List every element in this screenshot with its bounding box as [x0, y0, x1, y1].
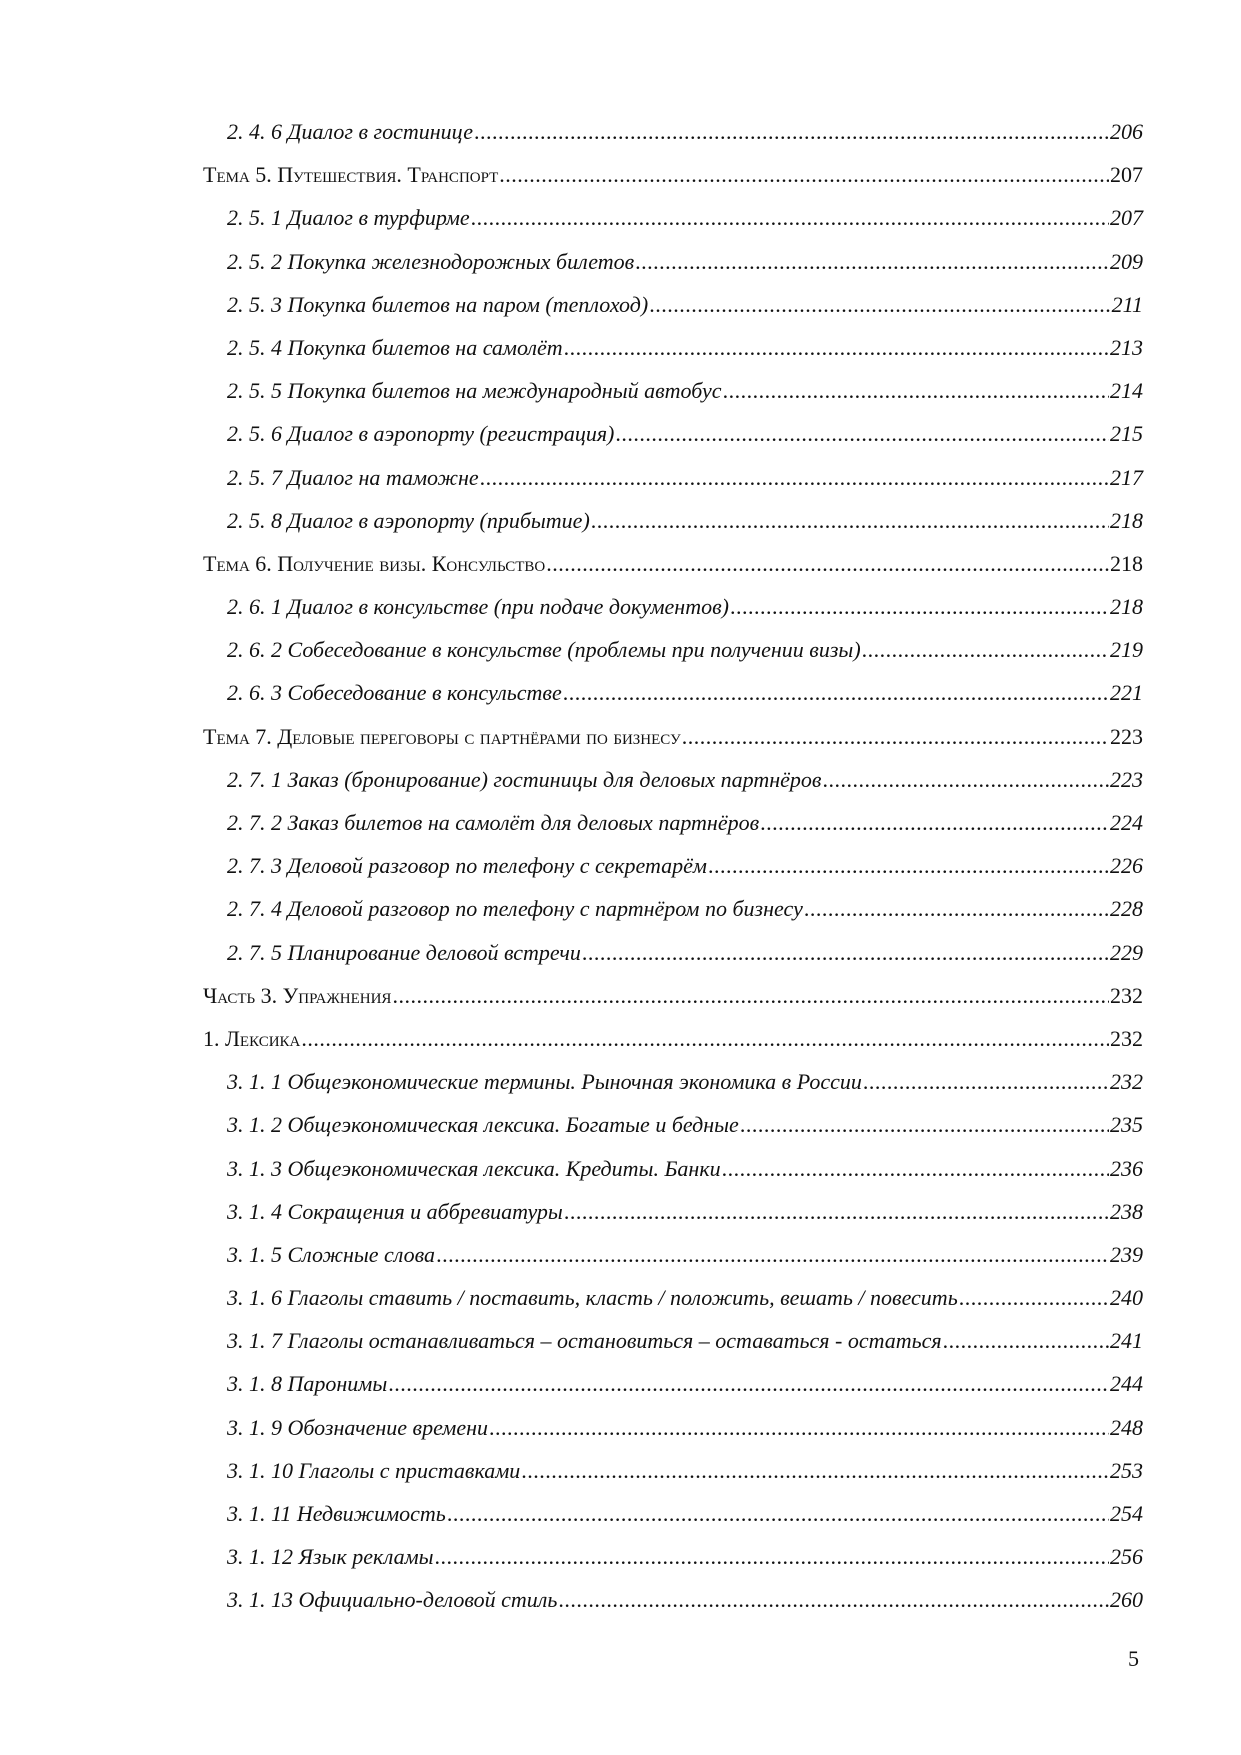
dot-leader: [804, 887, 1109, 930]
toc-entry[interactable]: [203, 585, 1143, 628]
toc-entry-title: 2. 7. 4 Деловой разговор по телефону с партнёром по бизнесу: [227, 896, 803, 922]
dot-leader: [862, 628, 1109, 671]
toc-entry-page: 218: [1110, 550, 1143, 576]
dot-leader: [474, 110, 1109, 153]
toc-entry-title: 3. 1. 6 Глаголы ставить / поставить, класть / положить, вешать / повесить: [227, 1285, 958, 1311]
toc-entry[interactable]: [203, 1233, 1143, 1276]
toc-entry-title: 2. 6. 2 Собеседование в консульстве (проблемы при получении визы): [227, 637, 861, 663]
dot-leader: [436, 1233, 1109, 1276]
toc-entry-page: 207: [1110, 205, 1143, 231]
toc-entry-page: 209: [1110, 248, 1143, 274]
dot-leader: [388, 1362, 1109, 1405]
toc-entry[interactable]: [203, 758, 1143, 801]
toc-entry-title: 2. 7. 5 Планирование деловой встречи: [227, 939, 581, 965]
dot-leader: [447, 1492, 1109, 1535]
toc-entry-page: 239: [1110, 1241, 1143, 1267]
dot-leader: [760, 801, 1109, 844]
toc-entry[interactable]: [203, 499, 1143, 542]
toc-entry-title: Тема 7. Деловые переговоры с партнёрами по бизнесу: [203, 723, 681, 749]
toc-entry-page: 248: [1110, 1414, 1143, 1440]
toc-entry-page: 229: [1110, 939, 1143, 965]
toc-entry[interactable]: [203, 1535, 1143, 1578]
dot-leader: [959, 1276, 1109, 1319]
toc-entry[interactable]: [203, 110, 1143, 153]
dot-leader: [564, 1190, 1109, 1233]
toc-entry-title: 2. 5. 1 Диалог в турфирме: [227, 205, 470, 231]
toc-entry-page: 217: [1110, 464, 1143, 490]
toc-entry[interactable]: [203, 887, 1143, 930]
toc-entry-title: 1. Лексика: [203, 1025, 301, 1051]
toc-entry-title: 2. 5. 6 Диалог в аэропорту (регистрация): [227, 421, 615, 447]
toc-entry[interactable]: [203, 1406, 1143, 1449]
toc-entry-page: 232: [1110, 982, 1143, 1008]
toc-entry-title: 3. 1. 12 Язык рекламы: [227, 1544, 434, 1570]
toc-entry-page: 260: [1110, 1587, 1143, 1613]
toc-entry[interactable]: [203, 240, 1143, 283]
toc-entry-title: 2. 6. 1 Диалог в консульстве (при подаче документов): [227, 594, 729, 620]
dot-leader: [682, 715, 1109, 758]
toc-entry-title: 2. 4. 6 Диалог в гостинице: [227, 119, 473, 144]
toc-entry[interactable]: [203, 671, 1143, 714]
toc-entry[interactable]: [203, 412, 1143, 455]
toc-entry[interactable]: [203, 1276, 1143, 1319]
toc-entry-title: 3. 1. 13 Официально-деловой стиль: [227, 1587, 558, 1613]
toc-entry-title: 3. 1. 7 Глаголы останавливаться – остановиться – оставаться - остаться: [227, 1328, 942, 1354]
dot-leader: [649, 283, 1110, 326]
dot-leader: [301, 1017, 1109, 1060]
toc-entry[interactable]: [203, 369, 1143, 412]
toc-entry-title: 2. 5. 4 Покупка билетов на самолёт: [227, 334, 563, 360]
toc-entry-page: 206: [1110, 119, 1143, 144]
toc-entry[interactable]: [203, 1017, 1143, 1060]
toc-entry-title: 2. 5. 5 Покупка билетов на международный автобус: [227, 378, 722, 404]
toc-entry-title: 2. 7. 2 Заказ билетов на самолёт для деловых партнёров: [227, 810, 760, 835]
toc-entry-page: 215: [1110, 421, 1143, 447]
toc-entry[interactable]: [203, 628, 1143, 671]
toc-entry-title: Тема 5. Путешествия. Транспорт: [203, 162, 499, 188]
toc-entry-title: 3. 1. 5 Сложные слова: [227, 1241, 436, 1267]
toc-entry-page: 235: [1110, 1112, 1143, 1138]
toc-entry-page: 240: [1110, 1285, 1143, 1311]
dot-leader: [489, 1406, 1109, 1449]
dot-leader: [392, 974, 1109, 1017]
toc-entry-page: 228: [1110, 896, 1143, 922]
toc-entry[interactable]: [203, 283, 1143, 326]
toc-entry-title: Часть 3. Упражнения: [203, 982, 392, 1008]
toc-entry-title: 3. 1. 4 Сокращения и аббревиатуры: [227, 1198, 563, 1224]
toc-entry-title: 2. 6. 3 Собеседование в консульстве: [227, 680, 562, 706]
toc-entry[interactable]: [203, 715, 1143, 758]
dot-leader: [822, 758, 1109, 801]
toc-entry[interactable]: [203, 542, 1143, 585]
toc-entry[interactable]: [203, 1319, 1143, 1362]
dot-leader: [471, 196, 1109, 239]
toc-entry[interactable]: [203, 1060, 1143, 1103]
dot-leader: [435, 1535, 1109, 1578]
toc-entry[interactable]: [203, 326, 1143, 369]
toc-entry[interactable]: [203, 1103, 1143, 1146]
toc-entry-page: 232: [1110, 1069, 1143, 1095]
dot-leader: [546, 542, 1109, 585]
toc-entry-title: 2. 5. 3 Покупка билетов на паром (теплоход): [227, 291, 649, 317]
page-number: 5: [1128, 1646, 1139, 1671]
toc-entry[interactable]: [203, 1190, 1143, 1233]
toc-entry-page: 218: [1110, 594, 1143, 620]
dot-leader: [708, 844, 1109, 887]
toc-entry[interactable]: [203, 1449, 1143, 1492]
toc-entry-title: 3. 1. 11 Недвижимость: [227, 1501, 446, 1526]
toc-entry[interactable]: [203, 974, 1143, 1017]
toc-entry-title: 3. 1. 9 Обозначение времени: [227, 1414, 489, 1440]
toc-entry-title: 3. 1. 3 Общеэкономическая лексика. Кредиты. Банки: [227, 1155, 721, 1181]
toc-entry[interactable]: [203, 1362, 1143, 1405]
dot-leader: [635, 240, 1109, 283]
dot-leader: [943, 1319, 1109, 1362]
dot-leader: [723, 369, 1109, 412]
toc-entry-page: 221: [1110, 680, 1143, 706]
toc-entry[interactable]: [203, 196, 1143, 239]
dot-leader: [563, 671, 1109, 714]
toc-entry-page: 254: [1110, 1501, 1143, 1526]
toc-entry-page: 226: [1110, 853, 1143, 879]
toc-entry-page: 211: [1111, 291, 1143, 317]
toc-entry-page: 223: [1110, 766, 1143, 792]
toc-entry[interactable]: [203, 456, 1143, 499]
toc-entry-title: 2. 5. 8 Диалог в аэропорту (прибытие): [227, 507, 590, 533]
dot-leader: [558, 1578, 1109, 1621]
toc-entry-page: 236: [1110, 1155, 1143, 1181]
toc-entry-page: 238: [1110, 1198, 1143, 1224]
toc-entry-page: 224: [1110, 810, 1143, 835]
toc-entry-page: 207: [1110, 162, 1143, 188]
dot-leader: [740, 1103, 1109, 1146]
dot-leader: [564, 326, 1109, 369]
toc-entry[interactable]: [203, 931, 1143, 974]
dot-leader: [591, 499, 1109, 542]
toc-entry[interactable]: [203, 844, 1143, 887]
toc-entry-page: 244: [1110, 1371, 1143, 1397]
toc-entry[interactable]: [203, 1578, 1143, 1621]
table-of-contents: [203, 110, 1143, 1622]
toc-entry[interactable]: [203, 801, 1143, 844]
dot-leader: [521, 1449, 1109, 1492]
toc-entry-page: 219: [1110, 637, 1143, 663]
toc-entry-title: 2. 7. 1 Заказ (бронирование) гостиницы для деловых партнёров: [227, 766, 822, 792]
toc-entry-title: 3. 1. 2 Общеэкономическая лексика. Богатые и бедные: [227, 1112, 739, 1138]
dot-leader: [863, 1060, 1109, 1103]
dot-leader: [582, 931, 1109, 974]
toc-entry-title: 2. 5. 7 Диалог на таможне: [227, 464, 479, 490]
toc-entry-page: 241: [1110, 1328, 1143, 1354]
dot-leader: [499, 153, 1109, 196]
dot-leader: [615, 412, 1109, 455]
toc-entry-title: 2. 7. 3 Деловой разговор по телефону с секретарём: [227, 853, 707, 879]
toc-entry-title: 3. 1. 1 Общеэкономические термины. Рыночная экономика в России: [227, 1069, 862, 1095]
toc-entry-page: 256: [1110, 1544, 1143, 1570]
toc-entry-page: 218: [1110, 507, 1143, 533]
toc-entry-page: 223: [1110, 723, 1143, 749]
toc-entry-page: 214: [1110, 378, 1143, 404]
dot-leader: [480, 456, 1109, 499]
toc-entry-page: 213: [1110, 334, 1143, 360]
toc-entry-title: 3. 1. 10 Глаголы с приставками: [227, 1457, 521, 1483]
toc-entry-page: 253: [1110, 1457, 1143, 1483]
toc-entry[interactable]: [203, 1147, 1143, 1190]
toc-entry[interactable]: [203, 153, 1143, 196]
dot-leader: [722, 1147, 1109, 1190]
toc-entry-title: Тема 6. Получение визы. Консульство: [203, 550, 546, 576]
toc-entry-title: 3. 1. 8 Паронимы: [227, 1371, 388, 1397]
dot-leader: [730, 585, 1109, 628]
toc-entry[interactable]: [203, 1492, 1143, 1535]
toc-entry-page: 232: [1110, 1025, 1143, 1051]
toc-entry-title: 2. 5. 2 Покупка железнодорожных билетов: [227, 248, 635, 274]
